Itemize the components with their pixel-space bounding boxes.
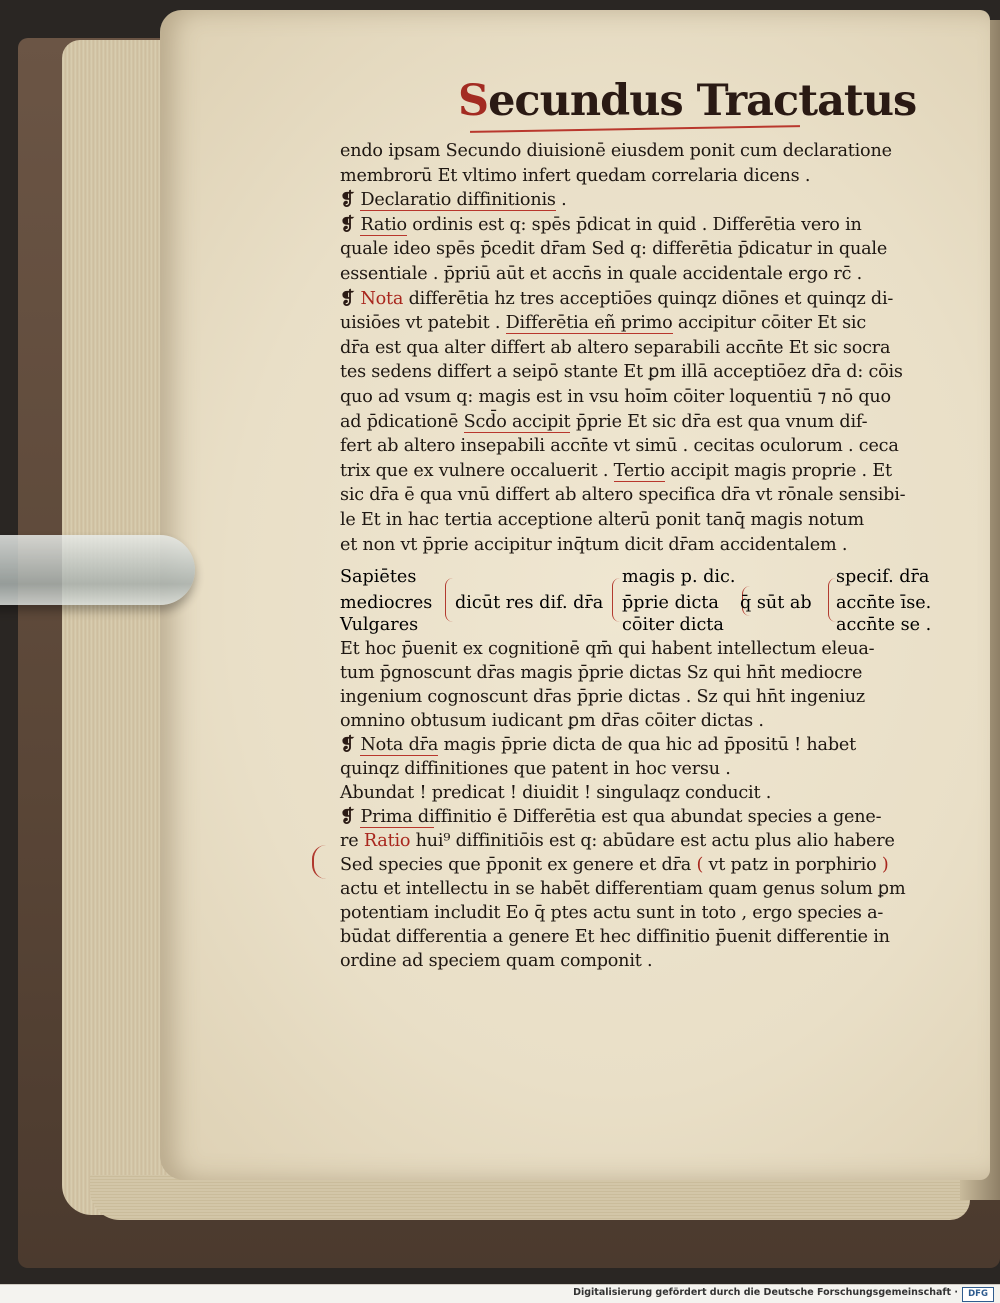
red-text: Nota	[360, 288, 404, 309]
text-run: magis p̄prie dicta de qua hic ad p̄positū ! habet	[438, 735, 856, 755]
text-line	[340, 926, 890, 948]
schema-col3-row2: p̄prie dicta	[622, 593, 719, 613]
text-run: omnino obtusum iudicant ꝑm dr̄as cōiter dictas .	[340, 711, 764, 731]
paragraph-mark: ❡	[340, 213, 361, 235]
text-run: hui⁹ diffinitiōis est q: abūdare est actu plus alio habere	[410, 831, 895, 851]
text-line	[340, 710, 764, 732]
schema-col5-row2: accn̄te īse.	[836, 593, 932, 613]
text-line	[340, 214, 862, 236]
text-run: uisiōes vt patebit .	[340, 313, 506, 334]
text-run: ingenium cognoscunt dr̄as p̄prie dictas . Sz qui hn̄t ingeniuz	[340, 687, 865, 707]
schema-col3-row3: cōiter dicta	[622, 615, 724, 635]
text-run: quale ideo spēs p̄cedit dr̄am Sed q: differētia p̄dicatur in quale	[340, 239, 888, 260]
paragraph-mark: ❡	[340, 189, 361, 211]
rubricated-text: Prima di	[360, 807, 435, 827]
text-run: accipit magis proprie . Et	[664, 460, 892, 481]
text-line	[340, 902, 883, 924]
text-line	[340, 686, 865, 708]
page-clip	[0, 535, 195, 605]
schema-col5-row1: specif. dr̄a	[836, 567, 930, 587]
text-line	[340, 950, 652, 972]
running-head	[458, 76, 917, 126]
paragraph-mark: ❡	[340, 806, 361, 827]
text-run: accipitur cōiter Et sic	[672, 313, 866, 334]
schema-col4: q̄ sūt ab	[740, 593, 812, 613]
schema-col1-row1: Sapiētes	[340, 567, 417, 587]
text-line	[340, 460, 892, 482]
running-head-text: ecundus Tractatus	[488, 76, 917, 126]
text-line	[340, 435, 899, 457]
text-run: p̄prie Et sic dr̄a est qua vnum dif-	[570, 411, 868, 432]
red-text: )	[881, 855, 889, 875]
text-run: actu et intellectu in se habēt differentiam quam genus solum ꝑm	[340, 879, 906, 899]
text-run: endo ipsam Secundo diuisionē eiusdem ponit cum declaratione	[340, 141, 892, 161]
text-run: trix que ex vulnere occaluerit .	[340, 460, 614, 481]
text-line	[340, 782, 771, 804]
text-run: tes sedens differt a seipō stante Et ꝑm illā acceptiōez dr̄a d: cōis	[340, 362, 903, 383]
text-run: le Et in hac tertia acceptione alterū ponit tanq̄ magis notum	[340, 510, 864, 530]
rubricated-text: Scd̄o accipit	[463, 411, 571, 432]
rubricated-text: Differētia eñ primo	[505, 313, 673, 334]
schema-col5-row3: accn̄te se .	[836, 615, 932, 635]
rubricated-text: Ratio	[360, 214, 407, 235]
text-line	[340, 165, 810, 187]
text-line	[340, 238, 887, 260]
dfg-logo: DFG	[962, 1287, 994, 1302]
text-run: Sed species que p̄ponit ex genere et dr̄a	[340, 855, 697, 875]
text-line	[340, 830, 895, 852]
text-line	[340, 806, 881, 828]
text-line	[340, 386, 891, 408]
rubricated-text: Tertio	[613, 460, 665, 481]
schema-col1-row2: mediocres	[340, 593, 433, 613]
text-run: differētia hz tres acceptiōes quinqz diōnes et quinqz di-	[403, 288, 894, 309]
text-run: ad p̄dicationē	[340, 411, 464, 432]
text-run: quinqz diffinitiones que patent in hoc versu .	[340, 759, 731, 779]
paragraph-mark: ❡	[340, 734, 361, 755]
text-line	[340, 361, 903, 383]
text-line	[340, 758, 731, 780]
text-run: fert ab altero insepabili accn̄te vt simū . cecitas oculorum . ceca	[340, 436, 899, 457]
text-run: potentiam includit Eo q̄ ptes actu sunt in toto , ergo species a-	[340, 903, 884, 923]
text-line	[340, 854, 889, 876]
rubricated-text: Nota dr̄a	[360, 735, 439, 755]
text-run: membrorū Et vltimo infert quedam correlaria dicens .	[340, 165, 811, 186]
text-run: re	[340, 831, 364, 851]
paragraph-mark: ❡	[340, 287, 361, 309]
fore-edge-bottom	[90, 1175, 970, 1220]
text-line	[340, 337, 890, 359]
text-run: ordine ad speciem quam componit .	[340, 951, 653, 971]
text-run: dr̄a est qua alter differt ab altero separabili accn̄te Et sic socra	[340, 337, 891, 358]
funding-credit: Digitalisierung gefördert durch die Deutsche Forschungsgemeinschaft ·	[573, 1287, 958, 1298]
text-line	[340, 484, 905, 506]
red-text: Ratio	[363, 831, 411, 851]
schema-col3-row1: magis p. dic.	[622, 567, 736, 587]
text-run: ffinitio ē Differētia est qua abundat species a gene-	[434, 807, 882, 827]
text-run: Et hoc p̄uenit ex cognitionē qm̄ qui habent intellectum eleua-	[340, 639, 875, 659]
text-line	[340, 509, 864, 531]
schema-col1-row3: Vulgares	[340, 615, 419, 635]
text-line	[340, 189, 567, 211]
text-line	[340, 288, 893, 310]
text-run: Abundat ! predicat ! diuidit ! singulaqz conducit .	[340, 783, 772, 803]
text-line	[340, 534, 847, 556]
text-run: tum p̄gnoscunt dr̄as magis p̄prie dictas Sz qui hn̄t mediocre	[340, 663, 863, 683]
red-text: (	[696, 855, 704, 875]
text-run: .	[555, 190, 567, 211]
text-run: ordinis est q: spēs p̄dicat in quid . Differētia vero in	[406, 214, 862, 235]
text-line	[340, 638, 874, 660]
rubricated-text: Declaratio diffinitionis	[360, 190, 556, 211]
text-run: vt patz in porphirio	[703, 855, 882, 875]
text-line	[340, 263, 862, 285]
footer-bar	[0, 1284, 1000, 1303]
text-run: būdat differentia a genere Et hec diffinitio p̄uenit differentie in	[340, 927, 890, 947]
text-line	[340, 878, 905, 900]
text-run: sic dr̄a ē qua vnū differt ab altero specifica dr̄a vt rōnale sensibi-	[340, 485, 906, 506]
text-run: essentiale . p̄priū aūt et accn̄s in quale accidentale ergo rc̄ .	[340, 264, 863, 284]
text-run: et non vt p̄prie accipitur inq̄tum dicit dr̄am accidentalem .	[340, 534, 848, 555]
schema-col2: dicūt res dif. dr̄a	[455, 593, 604, 613]
text-line	[340, 140, 892, 162]
text-run: quo ad vsum q: magis est in vsu hoīm cōiter loquentiū ⁊ nō quo	[340, 387, 891, 407]
text-line	[340, 411, 867, 433]
margin-bracket	[312, 845, 328, 879]
text-line	[340, 662, 862, 684]
running-head-initial: S	[458, 76, 489, 126]
text-line	[340, 312, 866, 334]
text-line	[340, 734, 856, 756]
